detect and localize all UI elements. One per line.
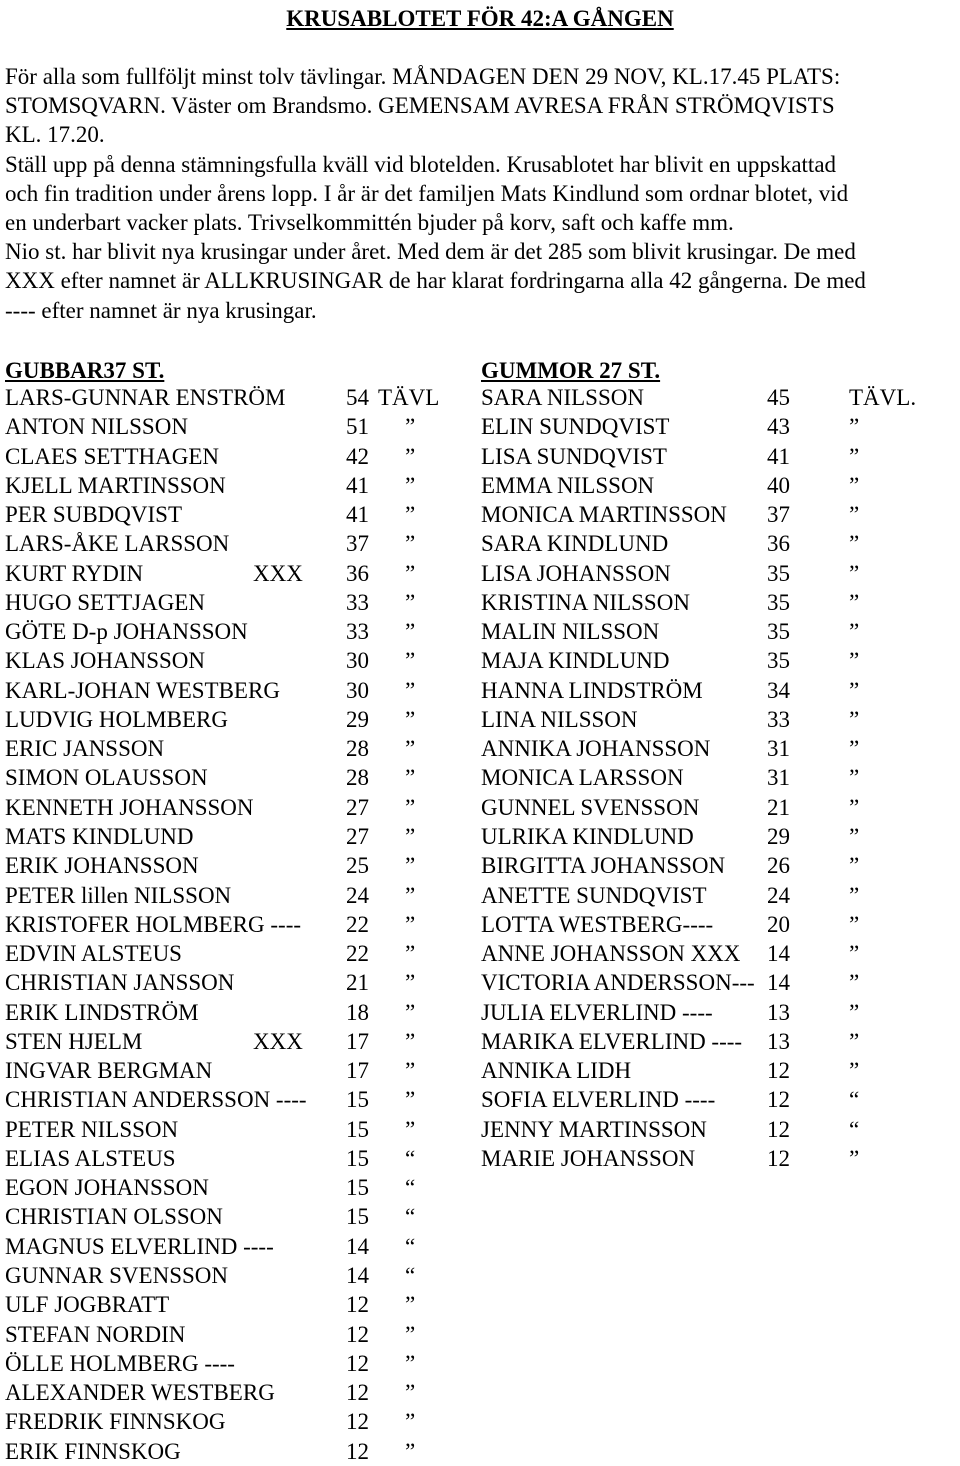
- entry-unit: “: [849, 1116, 860, 1142]
- entry-num: 12: [346, 1380, 369, 1406]
- entry-name: ULRIKA KINDLUND: [481, 823, 694, 849]
- entry-num: 18: [346, 999, 369, 1025]
- entry-num: 20: [767, 911, 790, 937]
- entry-num: 15: [346, 1145, 369, 1171]
- gummor-row: [481, 793, 956, 822]
- entry-num: 12: [767, 1145, 790, 1171]
- entry-num: 36: [346, 560, 369, 586]
- gubbar-row: [5, 588, 475, 617]
- entry-name: ÖLLE HOLMBERG ----: [5, 1350, 235, 1376]
- entry-unit: ”: [849, 941, 860, 967]
- entry-unit: ”: [849, 414, 860, 440]
- intro-line: KL. 17.20.: [5, 122, 105, 148]
- entry-num: 27: [346, 794, 369, 820]
- gubbar-row: [5, 939, 475, 968]
- entry-unit: ”: [405, 619, 416, 645]
- entry-num: 14: [346, 1262, 369, 1288]
- entry-name: LOTTA WESTBERG----: [481, 911, 714, 937]
- entry-unit: ”: [849, 706, 860, 732]
- entry-name: CHRISTIAN OLSSON: [5, 1204, 223, 1230]
- gummor-heading: GUMMOR 27 ST.: [481, 358, 661, 383]
- entry-unit: ”: [849, 589, 860, 615]
- gummor-row: [481, 968, 956, 997]
- entry-unit: ”: [849, 823, 860, 849]
- entry-name: INGVAR BERGMAN: [5, 1058, 213, 1084]
- gubbar-row: [5, 529, 475, 558]
- entry-num: 36: [767, 531, 790, 557]
- entry-name: ELIN SUNDQVIST: [481, 414, 670, 440]
- gubbar-row: [5, 1407, 475, 1436]
- gubbar-row: [5, 734, 475, 763]
- gubbar-row: [5, 1320, 475, 1349]
- entry-name: SARA KINDLUND: [481, 531, 669, 557]
- entry-num: 45: [767, 385, 790, 410]
- gummor-row: [481, 529, 956, 558]
- gubbar-row: [5, 1232, 475, 1261]
- entry-num: 15: [346, 1204, 369, 1230]
- entry-name: BIRGITTA JOHANSSON: [481, 853, 726, 879]
- entry-num: 24: [346, 882, 369, 908]
- entry-name: STEN HJELM: [5, 1028, 143, 1054]
- entry-name: HUGO SETTJAGEN: [5, 589, 205, 615]
- entry-unit: ”: [405, 531, 416, 557]
- entry-num: 22: [346, 941, 369, 967]
- entry-unit: ”: [405, 765, 416, 791]
- entry-name: MAGNUS ELVERLIND ----: [5, 1233, 274, 1259]
- intro-line: STOMSQVARN. Väster om Brandsmo. GEMENSAM AVRESA FRÅN STRÖMQVISTS: [5, 93, 835, 119]
- entry-num: 54: [346, 385, 369, 410]
- entry-unit: ”: [849, 911, 860, 937]
- entry-unit: ”: [849, 531, 860, 557]
- entry-name: JULIA ELVERLIND ----: [481, 999, 713, 1025]
- gummor-row: [481, 442, 956, 471]
- entry-unit: ”: [849, 443, 860, 469]
- entry-name: KARL-JOHAN WESTBERG: [5, 677, 280, 703]
- entry-num: 33: [767, 706, 790, 732]
- entry-num: 31: [767, 765, 790, 791]
- gummor-row: [481, 471, 956, 500]
- entry-num: 14: [767, 941, 790, 967]
- entry-num: 28: [346, 736, 369, 762]
- entry-unit: “: [405, 1204, 416, 1230]
- entry-unit: ”: [405, 589, 416, 615]
- entry-name: EMMA NILSSON: [481, 472, 655, 498]
- entry-num: 13: [767, 1028, 790, 1054]
- intro-line: För alla som fullföljt minst tolv tävlingar. MÅNDAGEN DEN 29 NOV, KL.17.45 PLATS:: [5, 64, 841, 89]
- entry-num: 37: [346, 531, 369, 557]
- gummor-row: [481, 705, 956, 734]
- gummor-row: [481, 617, 956, 646]
- entry-name: HANNA LINDSTRÖM: [481, 677, 703, 703]
- entry-num: 35: [767, 589, 790, 615]
- entry-name: LISA JOHANSSON: [481, 560, 671, 586]
- entry-unit: ”: [849, 765, 860, 791]
- entry-num: 41: [346, 472, 369, 498]
- intro-line: en underbart vacker plats. Trivselkommittén bjuder på korv, saft och kaffe mm.: [5, 209, 734, 235]
- gubbar-row: [5, 1085, 475, 1114]
- entry-name: LARS-ÅKE LARSSON: [5, 531, 230, 557]
- entry-unit: “: [405, 1175, 416, 1201]
- entry-name: JENNY MARTINSSON: [481, 1116, 707, 1142]
- entry-name: ANNIKA JOHANSSON: [481, 736, 711, 762]
- entry-name: CLAES SETTHAGEN: [5, 443, 220, 469]
- entry-num: 35: [767, 648, 790, 674]
- entry-unit: ”: [849, 999, 860, 1025]
- gummor-list: [481, 383, 956, 1173]
- entry-unit: ”: [849, 1145, 860, 1171]
- gubbar-row: [5, 1173, 475, 1202]
- gubbar-row: [5, 617, 475, 646]
- entry-num: 37: [767, 502, 790, 528]
- entry-num: 35: [767, 619, 790, 645]
- entry-num: 29: [767, 823, 790, 849]
- gummor-row: [481, 412, 956, 441]
- entry-num: 51: [346, 414, 369, 440]
- gummor-row: [481, 676, 956, 705]
- entry-unit: ”: [405, 1116, 416, 1142]
- entry-name: KURT RYDIN: [5, 560, 144, 586]
- entry-name: MARIE JOHANSSON: [481, 1145, 696, 1171]
- entry-unit: ”: [405, 677, 416, 703]
- page-title: KRUSABLOTET FÖR 42:A GÅNGEN: [286, 6, 674, 31]
- gummor-row: [481, 588, 956, 617]
- gummor-row: [481, 1085, 956, 1114]
- entry-num: 12: [346, 1409, 369, 1435]
- entry-name: EGON JOHANSSON: [5, 1175, 209, 1201]
- entry-unit: ”: [405, 706, 416, 732]
- gubbar-row: [5, 1349, 475, 1378]
- entry-num: 27: [346, 823, 369, 849]
- entry-name: KENNETH JOHANSSON: [5, 794, 254, 820]
- gubbar-row: [5, 1027, 475, 1056]
- entry-unit: “: [405, 1262, 416, 1288]
- entry-num: 12: [767, 1087, 790, 1113]
- gubbar-row: [5, 1378, 475, 1407]
- gummor-row: [481, 910, 956, 939]
- entry-unit: ”: [405, 648, 416, 674]
- entry-unit: ”: [405, 414, 416, 440]
- entry-name: LARS-GUNNAR ENSTRÖM: [5, 385, 286, 410]
- entry-name: LINA NILSSON: [481, 706, 638, 732]
- entry-unit: ”: [405, 1058, 416, 1084]
- entry-num: 14: [346, 1233, 369, 1259]
- entry-name: STEFAN NORDIN: [5, 1321, 186, 1347]
- gummor-row: [481, 500, 956, 529]
- entry-unit: ”: [405, 1028, 416, 1054]
- intro-line: Nio st. har blivit nya krusingar under året. Med dem är det 285 som blivit krusingar. De med: [5, 239, 856, 265]
- entry-num: 17: [346, 1028, 369, 1054]
- intro-line: Ställ upp på denna stämningsfulla kväll vid blotelden. Krusablotet har blivit en uppskattad: [5, 151, 837, 177]
- entry-unit: ”: [405, 443, 416, 469]
- gubbar-row: [5, 383, 475, 412]
- gummor-row: [481, 646, 956, 675]
- gummor-row: [481, 881, 956, 910]
- gubbar-row: [5, 1261, 475, 1290]
- entry-unit: ”: [849, 970, 860, 996]
- gummor-row: [481, 851, 956, 880]
- entry-num: 33: [346, 589, 369, 615]
- entry-unit: ”: [405, 999, 416, 1025]
- gubbar-row: [5, 1056, 475, 1085]
- gummor-row: [481, 1144, 956, 1173]
- entry-name: CHRISTIAN ANDERSSON ----: [5, 1087, 307, 1113]
- entry-num: 12: [767, 1058, 790, 1084]
- entry-num: 17: [346, 1058, 369, 1084]
- entry-num: 12: [346, 1438, 369, 1464]
- entry-name: ALEXANDER WESTBERG: [5, 1380, 275, 1406]
- entry-unit: ”: [849, 472, 860, 498]
- entry-name: VICTORIA ANDERSSON---: [481, 970, 755, 996]
- entry-unit: ”: [849, 794, 860, 820]
- entry-name: MALIN NILSSON: [481, 619, 660, 645]
- intro-line: XXX efter namnet är ALLKRUSINGAR de har klarat fordringarna alla 42 gångerna. De med: [5, 268, 866, 294]
- entry-xxx: XXX: [253, 560, 303, 586]
- entry-unit: ”: [405, 1350, 416, 1376]
- entry-num: 21: [346, 970, 369, 996]
- entry-num: 14: [767, 970, 790, 996]
- entry-name: ERIK LINDSTRÖM: [5, 999, 199, 1025]
- gubbar-row: [5, 998, 475, 1027]
- entry-name: SOFIA ELVERLIND ----: [481, 1087, 716, 1113]
- entry-num: 35: [767, 560, 790, 586]
- gummor-row: [481, 734, 956, 763]
- gubbar-row: [5, 646, 475, 675]
- entry-name: KRISTINA NILSSON: [481, 589, 690, 615]
- gummor-row: [481, 1027, 956, 1056]
- entry-num: 21: [767, 794, 790, 820]
- entry-unit: ”: [849, 1058, 860, 1084]
- entry-unit: ”: [849, 736, 860, 762]
- entry-unit: ”: [405, 560, 416, 586]
- entry-num: 29: [346, 706, 369, 732]
- entry-name: LUDVIG HOLMBERG: [5, 706, 228, 732]
- entry-unit: ”: [405, 1438, 416, 1464]
- entry-unit: ”: [405, 1292, 416, 1318]
- entry-name: ANTON NILSSON: [5, 414, 188, 440]
- gummor-row: [481, 822, 956, 851]
- gubbar-row: [5, 1144, 475, 1173]
- entry-unit: ”: [405, 1380, 416, 1406]
- entry-num: 12: [346, 1321, 369, 1347]
- entry-name: ERIK FINNSKOG: [5, 1438, 181, 1464]
- entry-unit: “: [405, 1233, 416, 1259]
- entry-unit: TÄVL: [378, 385, 440, 410]
- entry-name: FREDRIK FINNSKOG: [5, 1409, 226, 1435]
- entry-num: 15: [346, 1116, 369, 1142]
- entry-num: 12: [767, 1116, 790, 1142]
- gubbar-row: [5, 881, 475, 910]
- entry-name: MONICA LARSSON: [481, 765, 684, 791]
- entry-num: 43: [767, 414, 790, 440]
- intro-line: och fin tradition under årens lopp. I år är det familjen Mats Kindlund som ordnar blotet, vid: [5, 180, 849, 206]
- entry-name: MONICA MARTINSSON: [481, 502, 727, 528]
- entry-unit: ”: [405, 736, 416, 762]
- entry-num: 30: [346, 677, 369, 703]
- entry-num: 34: [767, 677, 790, 703]
- gubbar-row: [5, 851, 475, 880]
- intro-paragraph: [5, 62, 955, 325]
- entry-name: GÖTE D-p JOHANSSON: [5, 619, 248, 645]
- entry-name: ELIAS ALSTEUS: [5, 1145, 176, 1171]
- entry-unit: ”: [405, 472, 416, 498]
- entry-unit: ”: [849, 502, 860, 528]
- entry-unit: ”: [405, 1321, 416, 1347]
- entry-num: 15: [346, 1175, 369, 1201]
- entry-unit: ”: [849, 560, 860, 586]
- entry-num: 22: [346, 911, 369, 937]
- entry-unit: ”: [849, 882, 860, 908]
- gubbar-row: [5, 793, 475, 822]
- entry-name: ERIC JANSSON: [5, 736, 165, 762]
- entry-name: PETER NILSSON: [5, 1116, 179, 1142]
- entry-name: MARIKA ELVERLIND ----: [481, 1028, 743, 1054]
- entry-name: PER SUBDQVIST: [5, 502, 183, 528]
- gubbar-list: [5, 383, 475, 1466]
- entry-num: 15: [346, 1087, 369, 1113]
- entry-name: MAJA KINDLUND: [481, 648, 670, 674]
- entry-unit: ”: [405, 1409, 416, 1435]
- gubbar-row: [5, 442, 475, 471]
- gubbar-row: [5, 1437, 475, 1466]
- entry-unit: TÄVL.: [849, 385, 917, 410]
- entry-num: 41: [767, 443, 790, 469]
- entry-unit: ”: [405, 970, 416, 996]
- gubbar-row: [5, 1202, 475, 1231]
- entry-num: 41: [346, 502, 369, 528]
- entry-name: PETER lillen NILSSON: [5, 882, 232, 908]
- entry-name: ANNE JOHANSSON XXX: [481, 941, 741, 967]
- gummor-row: [481, 383, 956, 412]
- entry-unit: ”: [849, 1028, 860, 1054]
- entry-unit: ”: [405, 853, 416, 879]
- entry-num: 42: [346, 443, 369, 469]
- entry-unit: ”: [849, 648, 860, 674]
- gubbar-row: [5, 763, 475, 792]
- entry-name: LISA SUNDQVIST: [481, 443, 667, 469]
- gubbar-row: [5, 500, 475, 529]
- entry-name: KJELL MARTINSSON: [5, 472, 226, 498]
- entry-unit: “: [849, 1087, 860, 1113]
- entry-name: GUNNEL SVENSSON: [481, 794, 700, 820]
- entry-name: KRISTOFER HOLMBERG ----: [5, 911, 302, 937]
- entry-name: ULF JOGBRATT: [5, 1292, 170, 1318]
- gubbar-row: [5, 910, 475, 939]
- entry-num: 30: [346, 648, 369, 674]
- gummor-row: [481, 939, 956, 968]
- entry-num: 25: [346, 853, 369, 879]
- entry-num: 12: [346, 1292, 369, 1318]
- entry-unit: ”: [405, 502, 416, 528]
- entry-num: 31: [767, 736, 790, 762]
- entry-num: 40: [767, 472, 790, 498]
- gubbar-row: [5, 559, 475, 588]
- entry-name: EDVIN ALSTEUS: [5, 941, 182, 967]
- entry-unit: ”: [849, 853, 860, 879]
- entry-unit: ”: [849, 619, 860, 645]
- entry-unit: ”: [405, 1087, 416, 1113]
- entry-name: CHRISTIAN JANSSON: [5, 970, 235, 996]
- gubbar-row: [5, 471, 475, 500]
- gubbar-row: [5, 1115, 475, 1144]
- intro-line: ---- efter namnet är nya krusingar.: [5, 297, 317, 323]
- entry-name: KLAS JOHANSSON: [5, 648, 206, 674]
- gubbar-row: [5, 822, 475, 851]
- entry-num: 24: [767, 882, 790, 908]
- entry-name: SIMON OLAUSSON: [5, 765, 208, 791]
- entry-name: ERIK JOHANSSON: [5, 853, 199, 879]
- gubbar-row: [5, 676, 475, 705]
- entry-num: 33: [346, 619, 369, 645]
- entry-unit: ”: [405, 911, 416, 937]
- gummor-row: [481, 1056, 956, 1085]
- entry-unit: ”: [849, 677, 860, 703]
- entry-unit: ”: [405, 823, 416, 849]
- entry-name: SARA NILSSON: [481, 385, 644, 410]
- entry-num: 26: [767, 853, 790, 879]
- entry-name: ANETTE SUNDQVIST: [481, 882, 707, 908]
- entry-num: 12: [346, 1350, 369, 1376]
- entry-unit: ”: [405, 882, 416, 908]
- gummor-row: [481, 1115, 956, 1144]
- entry-num: 28: [346, 765, 369, 791]
- entry-name: GUNNAR SVENSSON: [5, 1262, 229, 1288]
- entry-num: 13: [767, 999, 790, 1025]
- gummor-row: [481, 559, 956, 588]
- entry-name: MATS KINDLUND: [5, 823, 194, 849]
- gubbar-row: [5, 1290, 475, 1319]
- entry-name: ANNIKA LIDH: [481, 1058, 632, 1084]
- gubbar-row: [5, 968, 475, 997]
- entry-xxx: XXX: [253, 1028, 303, 1054]
- gummor-row: [481, 998, 956, 1027]
- gubbar-row: [5, 412, 475, 441]
- gubbar-heading: GUBBAR37 ST.: [5, 358, 165, 383]
- gubbar-row: [5, 705, 475, 734]
- entry-unit: ”: [405, 794, 416, 820]
- entry-unit: ”: [405, 941, 416, 967]
- gummor-row: [481, 763, 956, 792]
- entry-unit: “: [405, 1145, 416, 1171]
